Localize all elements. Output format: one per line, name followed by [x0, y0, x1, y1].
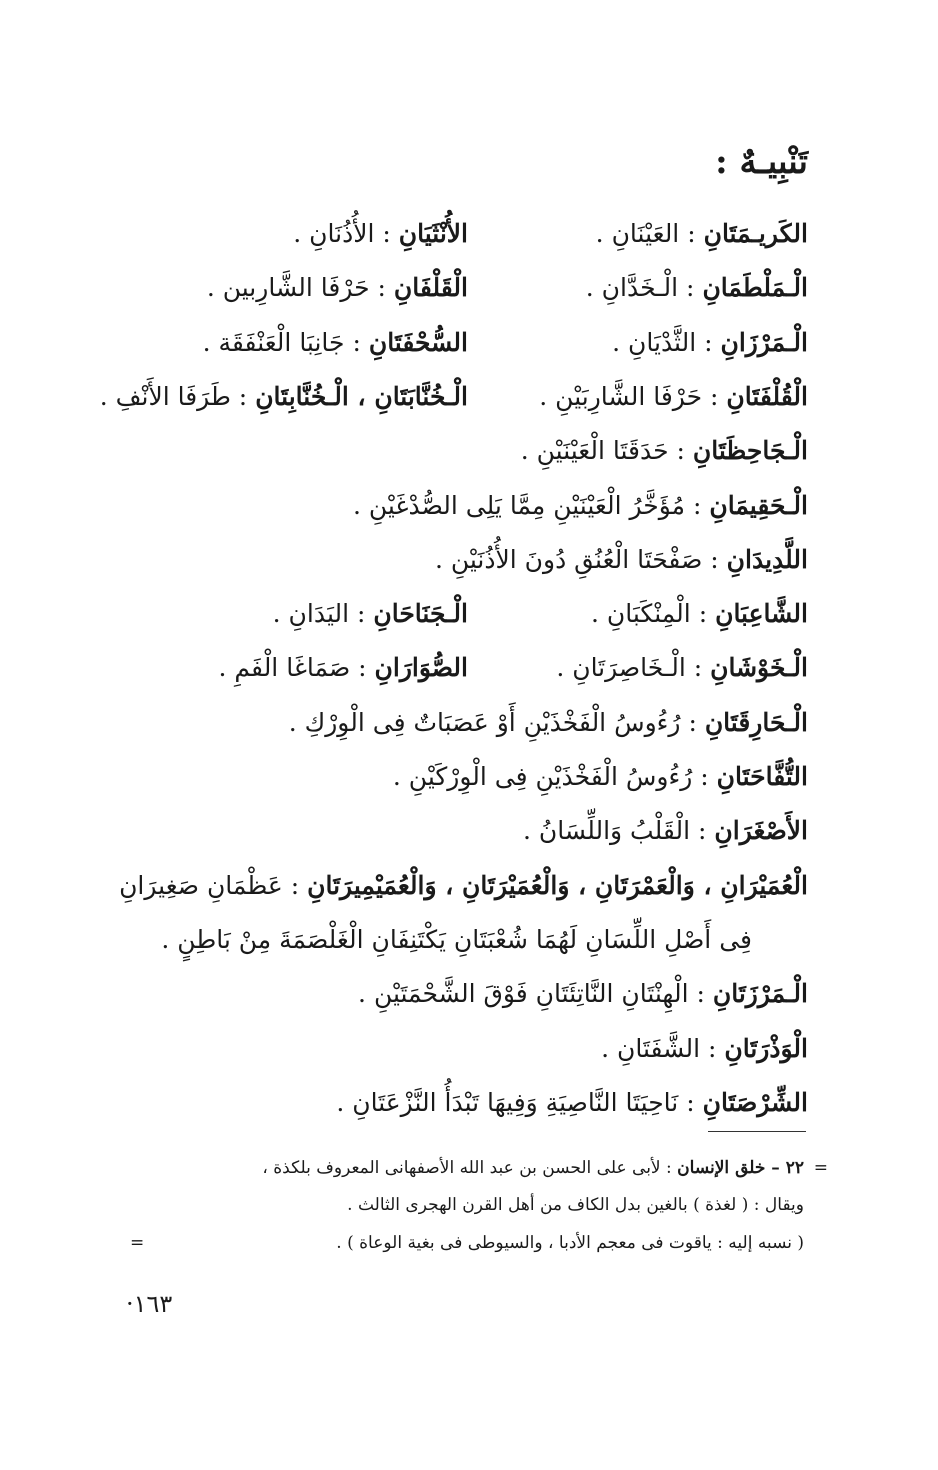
entry-line-second	[203, 321, 468, 365]
entry-term: الْـخَوْشَانِ	[710, 653, 808, 682]
entry-definition: : رُءُوسُ الْفَخْذَيْنِ فِى الْوِرْكَيْنِ .	[392, 762, 717, 791]
entry-line	[435, 538, 808, 582]
entry-line	[393, 755, 808, 799]
entry-line	[521, 429, 808, 473]
entry-line	[353, 484, 808, 528]
entry-term: الْقَلْفَانِ	[393, 273, 468, 302]
entry-definition: : الثَّدْيَانِ .	[612, 328, 721, 357]
entry-line	[119, 864, 808, 908]
entry-definition: : صَمَاغَا الْفَمِ .	[218, 653, 375, 682]
footnote-title: ٢٢ – خلق الإنسان	[677, 1158, 804, 1178]
page-number-value: ١٦٣	[133, 1290, 173, 1318]
entry-term: الشِّرْصَتَانِ	[702, 1088, 808, 1117]
entry-line	[358, 972, 808, 1016]
footnote-continuation-mark-end: =	[130, 1233, 145, 1253]
entry-term: اللَّدِيدَانِ	[726, 545, 808, 574]
page-number-dot: ·	[126, 1290, 134, 1318]
entry-line	[336, 1081, 808, 1125]
entry-line	[601, 1027, 808, 1071]
entry-line-second	[293, 212, 468, 256]
entry-term: الْـمَرْزَتَانِ	[712, 979, 808, 1008]
entry-line-second	[219, 646, 468, 690]
entry-term: التُّفَّاحَتَانِ	[716, 762, 808, 791]
entry-line-second	[100, 375, 468, 419]
entry-definition: : الْـخَاصِرَتَانِ .	[556, 653, 711, 682]
entry-definition: : الأُذُنَانِ .	[293, 219, 399, 248]
footnote-line-3: ( نسبه إليه : ياقوت فى معجم الأدبا ، والسيوطى فى بغية الوعاة ) .	[336, 1233, 804, 1253]
entry-definition: : مُؤَخَّرُ الْعَيْنَيْنِ مِمَّا يَلِى الصُّدْغَيْنِ .	[352, 491, 710, 520]
entry-definition: : رُءُوسُ الْفَخْذَيْنِ أَوْ عَصَبَاتٌ فِى الْوِرْكِ .	[288, 708, 705, 737]
footnote-line-1	[262, 1153, 804, 1183]
entry-term: الْعُمَيْرَانِ ، وَالْعَمْرَتَانِ ، وَالْعُمَيْرَتَانِ ، وَالْعُمَيْمِيرَتَانِ	[307, 871, 808, 900]
entry-definition: : طَرَفَا الأَنْفِ .	[99, 382, 256, 411]
entry-term: السُّحْفَتَانِ	[368, 328, 468, 357]
entry-line-second	[207, 266, 468, 310]
entry-term: الْقُلْفَتَانِ	[726, 382, 808, 411]
entry-definition: : حَرْفَا الشَّارِبَيْنِ .	[539, 382, 727, 411]
entry-definition: : اليَدَانِ .	[272, 599, 374, 628]
entry-line	[591, 592, 808, 636]
page-number	[112, 1290, 172, 1318]
entry-definition: : الْقَلْبُ وَاللِّسَانُ .	[523, 816, 715, 845]
section-heading: تَنْبِيـهٌ :	[715, 142, 808, 182]
entry-line	[612, 321, 808, 365]
footnote-separator	[708, 1131, 806, 1132]
entry-line	[539, 375, 808, 419]
entry-term: الأَصْغَرَانِ	[714, 816, 808, 845]
entry-term: الْـحَارِقَتَانِ	[704, 708, 808, 737]
entry-term: الصُّوَارَانِ	[374, 653, 468, 682]
entry-term: الْـحَقِيمَانِ	[709, 491, 808, 520]
entry-line	[596, 212, 808, 256]
entry-term: الشَّاعِبَانِ	[715, 599, 808, 628]
entry-term: الْـجَاحِظَتَانِ	[692, 436, 808, 465]
entry-definition: : حَرْفَا الشَّارِبين .	[206, 273, 394, 302]
entry-line	[161, 918, 752, 962]
footnote-line-2: ويقال : ( لغذة ) بالغين بدل الكاف من أهل القرن الهجرى الثالث .	[347, 1195, 804, 1215]
entry-definition: : عَظْمَانِ صَغِيرَانِ	[119, 871, 308, 900]
entry-line-second	[273, 592, 468, 636]
entry-line	[289, 701, 808, 745]
entry-line	[556, 646, 808, 690]
entry-term: الْـمَرْزَانِ	[720, 328, 808, 357]
entry-definition: : جَانِبَا الْعَنْفَقَة .	[202, 328, 369, 357]
entry-definition: : العَيْنَانِ .	[595, 219, 704, 248]
entry-definition: : الْمِنْكَبَانِ .	[590, 599, 716, 628]
entry-term: الأُنْثَيَانِ	[398, 219, 468, 248]
entry-definition: فِى أَصْلِ اللِّسَانِ لَهُمَا شُعْبَتَانِ يَكْتَنِفَانِ الْغَلْصَمَةَ مِنْ بَاطِنٍ .	[161, 925, 752, 954]
footnote-line-1-text: : لأبى على الحسن بن عبد الله الأصفهانى المعروف بلكذة ،	[262, 1158, 678, 1178]
footnote-continuation-mark: =	[813, 1158, 828, 1178]
entry-term: الكَريـمَتَانِ	[703, 219, 808, 248]
entry-definition: : نَاحِيَتَا النَّاصِيَةِ وَفِيهَا تَبْدَأُ النَّزْعَتَانِ .	[336, 1088, 703, 1117]
entry-definition: : الشَّفَتَانِ .	[601, 1034, 725, 1063]
entry-definition: : حَدَقَتَا الْعَيْنَيْنِ .	[520, 436, 693, 465]
entry-term: الْوَذْرَتَانِ	[724, 1034, 808, 1063]
entry-term: الْـخُنَّابَتَانِ ، الْـخُنَّابِتَانِ	[255, 382, 468, 411]
entry-term: الْـمَلْطَمَانِ	[702, 273, 808, 302]
entry-definition: : صَفْحَتَا الْعُنُقِ دُونَ الأُذُنَيْنِ .	[434, 545, 727, 574]
entry-line	[523, 809, 808, 853]
entry-definition: : الْهِنْتَانِ النَّاتِئَتَانِ فَوْقَ الشَّحْمَتَيْنِ .	[358, 979, 713, 1008]
entry-line	[586, 266, 808, 310]
entry-definition: : الْـخَدَّانِ .	[585, 273, 703, 302]
entry-term: الْـجَنَاحَانِ	[373, 599, 468, 628]
